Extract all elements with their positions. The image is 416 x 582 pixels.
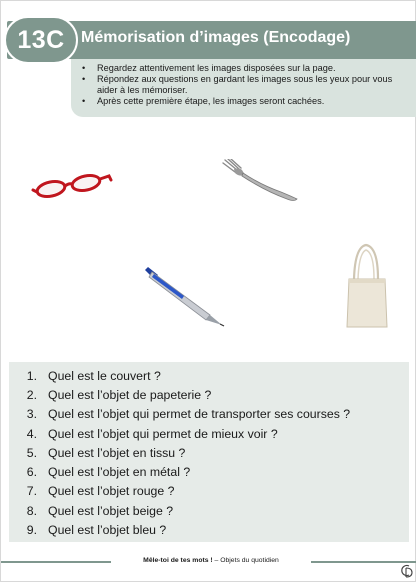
monogram-logo-icon bbox=[398, 563, 414, 579]
page-title: Mémorisation d’images (Encodage) bbox=[81, 29, 351, 46]
question-number: 7. bbox=[26, 484, 37, 499]
question-row bbox=[9, 520, 409, 539]
instructions-box bbox=[71, 59, 416, 117]
question-row bbox=[9, 482, 409, 501]
questions-box bbox=[9, 362, 409, 542]
question-row bbox=[9, 424, 409, 443]
footer-divider-left bbox=[1, 561, 111, 563]
question-number: 9. bbox=[26, 523, 37, 538]
question-row bbox=[9, 443, 409, 462]
blue-pen-icon bbox=[144, 263, 226, 327]
question-row bbox=[9, 405, 409, 424]
question-number: 8. bbox=[26, 503, 37, 518]
question-number: 5. bbox=[26, 445, 37, 460]
question-text: Quel est l’objet de papeterie ? bbox=[48, 387, 212, 402]
question-text: Quel est l’objet en métal ? bbox=[48, 465, 191, 480]
footer-separator: – bbox=[212, 557, 221, 564]
tote-bag-icon bbox=[344, 243, 390, 331]
instruction-item: • Répondez aux questions en gardant les images sous les yeux pour vous aider à les mémoriser. bbox=[82, 74, 393, 95]
footer-brand: Mêle-toi de tes mots ! bbox=[143, 557, 213, 564]
question-text: Quel est l’objet qui permet de transporter ses courses ? bbox=[48, 407, 351, 422]
question-text: Quel est l’objet en tissu ? bbox=[48, 445, 186, 460]
footer-section: Objets du quotidien bbox=[220, 557, 279, 564]
question-text: Quel est le couvert ? bbox=[48, 368, 161, 383]
instruction-item: • Après cette première étape, les images seront cachées. bbox=[82, 96, 325, 106]
instructions-list bbox=[79, 63, 409, 107]
question-number: 3. bbox=[26, 407, 37, 422]
question-number: 6. bbox=[26, 465, 37, 480]
question-number: 1. bbox=[26, 368, 37, 383]
fork-icon bbox=[221, 159, 301, 203]
footer-caption bbox=[113, 557, 309, 564]
question-text: Quel est l’objet bleu ? bbox=[48, 523, 167, 538]
red-glasses-icon bbox=[31, 171, 113, 201]
question-row bbox=[9, 366, 409, 385]
question-text: Quel est l’objet qui permet de mieux voir ? bbox=[48, 426, 278, 441]
instruction-item: • Regardez attentivement les images disposées sur la page. bbox=[82, 63, 336, 73]
question-row bbox=[9, 501, 409, 520]
question-text: Quel est l’objet beige ? bbox=[48, 503, 174, 518]
question-text: Quel est l’objet rouge ? bbox=[48, 484, 175, 499]
exercise-badge: 13C bbox=[4, 16, 78, 64]
question-row bbox=[9, 385, 409, 404]
question-number: 2. bbox=[26, 387, 37, 402]
question-number: 4. bbox=[26, 426, 37, 441]
question-row bbox=[9, 462, 409, 481]
